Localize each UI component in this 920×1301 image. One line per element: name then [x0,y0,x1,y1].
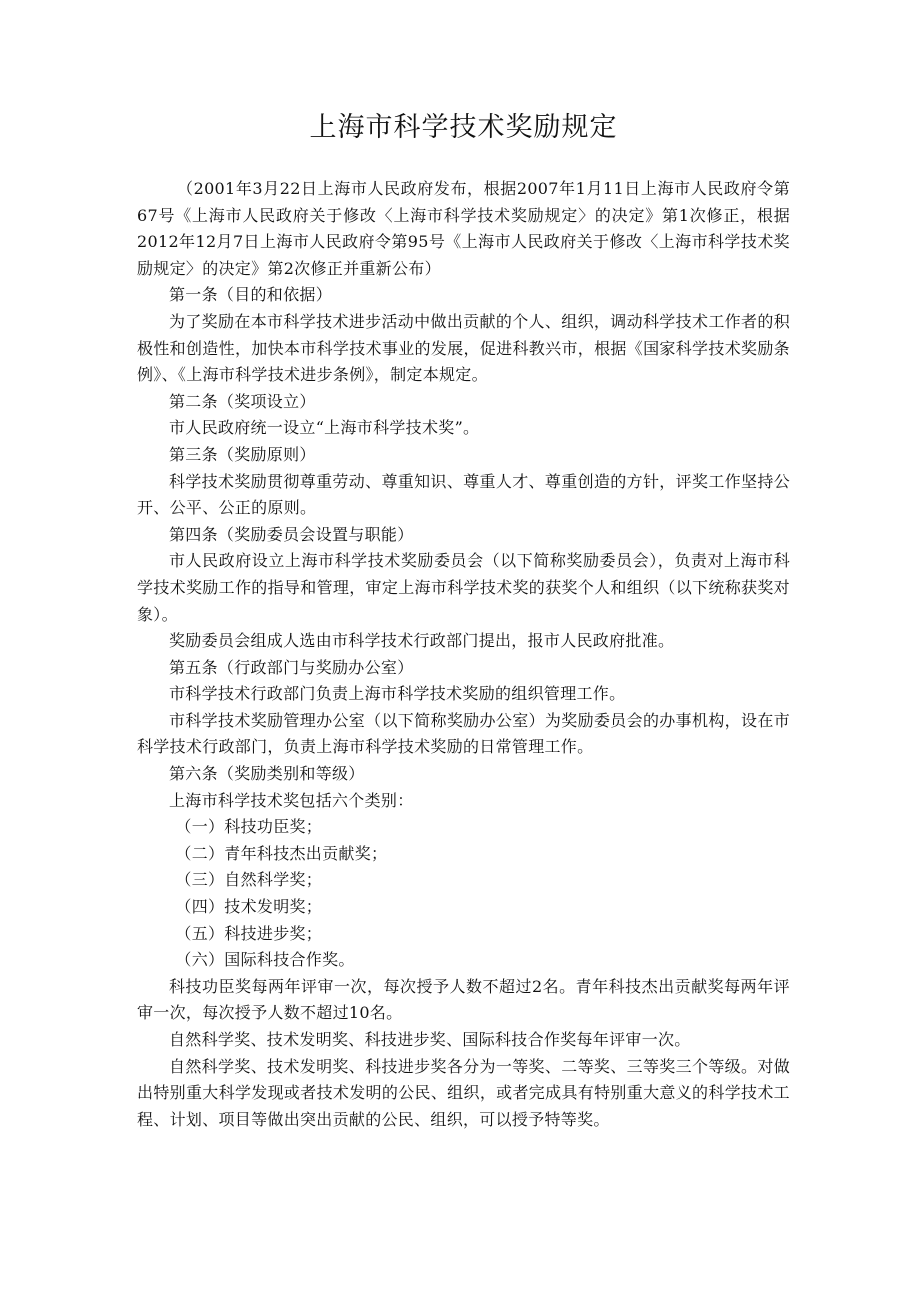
award-category-2: （二）青年科技杰出贡献奖； [175,843,388,863]
article-5-heading: 第五条（行政部门与奖励办公室） [169,657,414,677]
article-3-heading: 第三条（奖励原则） [169,444,316,464]
article-2-body: 市人民政府统一设立“上海市科学技术奖”。 [169,418,480,438]
award-category-6: （六）国际科技合作奖。 [175,950,355,970]
award-category-1: （一）科技功臣奖； [175,817,323,837]
article-3-body: 科学技术奖励贯彻尊重劳动、尊重知识、尊重人才、尊重创造的方针，评奖工作坚持公开、公平、公正的原则。 [137,471,790,518]
article-6-body-1: 科技功臣奖每两年评审一次，每次授予人数不超过2名。青年科技杰出贡献奖每两年评审一次，每次授予人数不超过10名。 [137,976,790,1023]
article-6-body-3: 自然科学奖、技术发明奖、科技进步奖各分为一等奖、二等奖、三等奖三个等级。对做出特别重大科学发现或者技术发明的公民、组织，或者完成具有特别重大意义的科学技术工程、计划、项目等做出突出贡献的公民、组织，可以授予特等奖。 [137,1056,790,1129]
article-6-intro: 上海市科学技术奖包括六个类别： [169,790,414,810]
document-title: 上海市科学技术奖励规定 [309,112,618,143]
article-4-heading: 第四条（奖励委员会设置与职能） [169,524,414,544]
article-6-body-2: 自然科学奖、技术发明奖、科技进步奖、国际科技合作奖每年评审一次。 [169,1030,691,1049]
article-5-body-1: 市科学技术行政部门负责上海市科学技术奖励的组织管理工作。 [169,684,626,704]
award-category-3: （三）自然科学奖； [175,870,323,890]
article-1-body: 为了奖励在本市科学技术进步活动中做出贡献的个人、组织，调动科学技术工作者的积极性和创造性，加快本市科学技术事业的发展，促进科教兴市，根据《国家科学技术奖励条例》、《上海市科学技术进步条例》，制定本规定。 [137,311,790,385]
revision-note: （2001年3月22日上海市人民政府发布，根据2007年1月11日上海市人民政府令第67号《上海市人民政府关于修改〈上海市科学技术奖励规定〉的决定》第1次修正，根据2012年12月7日上海市人民政府令第95号《上海市人民政府关于修改〈上海市科学技术奖励规定〉的决定》第2次修正并重新公布） [137,179,790,278]
award-category-4: （四）技术发明奖； [175,897,323,917]
article-4-body-1: 市人民政府设立上海市科学技术奖励委员会（以下简称奖励委员会），负责对上海市科学技术奖励工作的指导和管理，审定上海市科学技术奖的获奖个人和组织（以下统称获奖对象）。 [137,551,790,624]
article-5-body-2: 市科学技术奖励管理办公室（以下简称奖励办公室）为奖励委员会的办事机构，设在市科学技术行政部门，负责上海市科学技术奖励的日常管理工作。 [137,710,790,757]
document-page [137,108,790,1133]
award-category-5: （五）科技进步奖； [175,923,323,943]
article-2-heading: 第二条（奖项设立） [169,391,316,411]
article-1-heading: 第一条（目的和依据） [169,285,333,305]
article-6-heading: 第六条（奖励类别和等级） [169,764,365,784]
article-4-body-2: 奖励委员会组成人选由市科学技术行政部门提出，报市人民政府批准。 [169,631,675,651]
